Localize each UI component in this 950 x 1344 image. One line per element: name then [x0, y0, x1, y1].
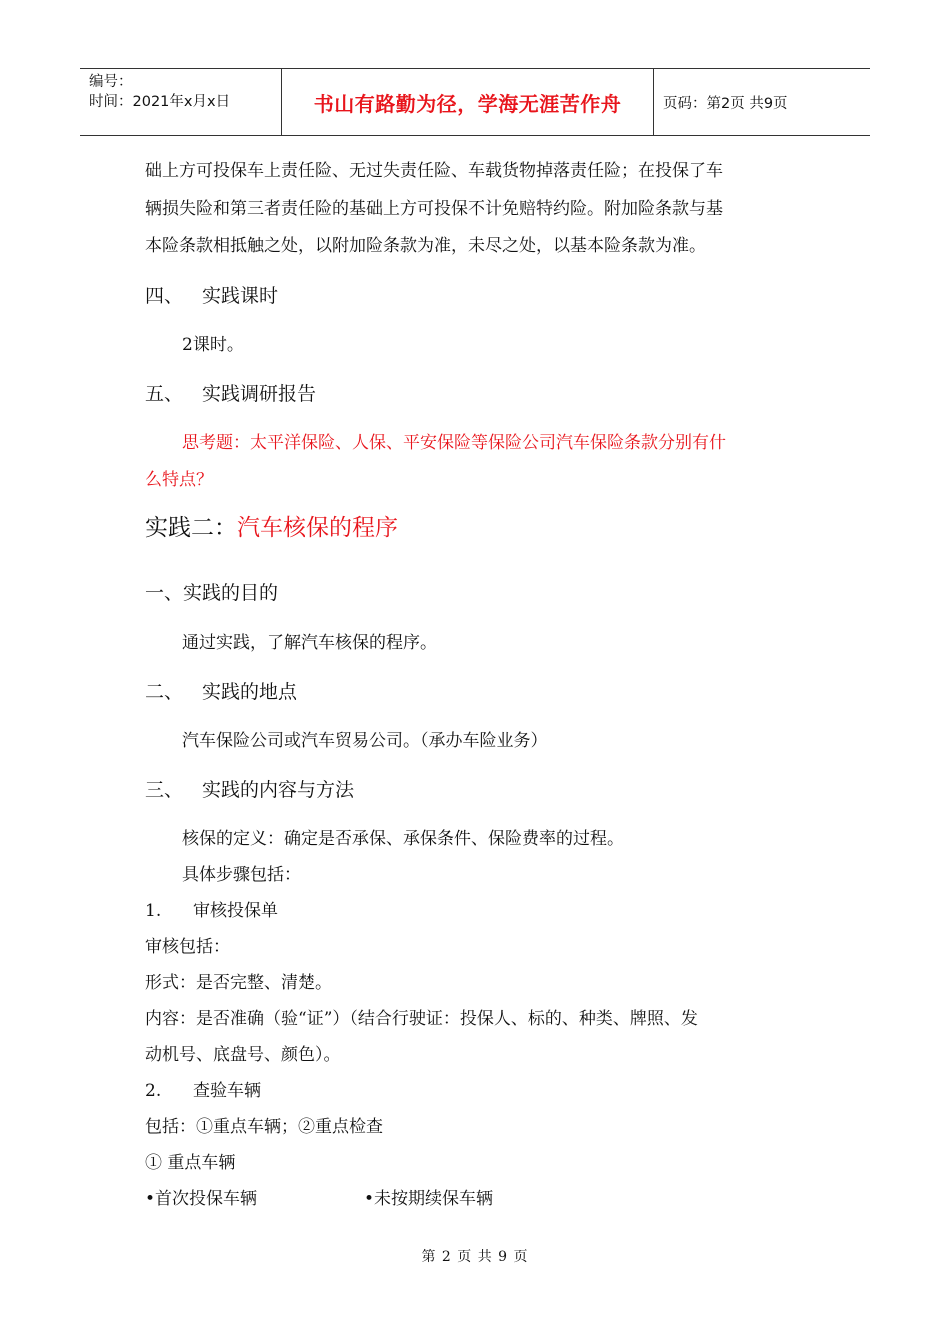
intro-line-2: 辆损失险和第三者责任险的基础上方可投保不计免赔特约险。附加险条款与基	[145, 199, 723, 219]
step-number: 1.	[145, 901, 162, 921]
steps-intro: 具体步骤包括：	[182, 865, 301, 885]
practice-2-title: 汽车核保的程序	[237, 515, 398, 541]
page-header	[80, 68, 870, 136]
p2-section-1-body: 通过实践，了解汽车核保的程序。	[182, 633, 437, 653]
step-1	[145, 900, 278, 922]
section-title: 实践调研报告	[202, 383, 317, 405]
review-content-line-2: 动机号、底盘号、颜色）。	[145, 1045, 341, 1065]
bullet-first-time-vehicles: •首次投保车辆	[145, 1189, 258, 1209]
review-content-line-1: 内容：是否准确（验“证”）（结合行驶证：投保人、标的、种类、牌照、发	[145, 1009, 698, 1029]
step-2	[145, 1080, 261, 1102]
header-motto: 书山有路勤为径，学海无涯苦作舟	[282, 69, 654, 135]
section-number: 四、	[145, 285, 184, 307]
section-number: 五、	[145, 383, 184, 405]
section-number: 三、	[145, 779, 184, 801]
p2-section-heading-2	[145, 680, 297, 704]
section-title: 实践的内容与方法	[202, 779, 355, 801]
bullet-unrenewed-vehicles: •未按期续保车辆	[364, 1189, 494, 1209]
p2-section-heading-1: 一、实践的目的	[145, 582, 279, 604]
review-form: 形式：是否完整、清楚。	[145, 973, 332, 993]
header-page-info: 页码：第2页 共9页	[663, 95, 788, 112]
section-heading-4	[145, 284, 278, 308]
review-includes: 审核包括：	[145, 937, 230, 957]
page-footer: 第 2 页 共 9 页	[421, 1249, 529, 1265]
practice-2-prefix: 实践二：	[145, 515, 237, 541]
definition-line: 核保的定义：确定是否承保、承保条件、保险费率的过程。	[182, 829, 624, 849]
section-heading-5	[145, 382, 316, 406]
p2-section-2-body: 汽车保险公司或汽车贸易公司。（承办车险业务）	[182, 731, 548, 751]
step-title: 查验车辆	[193, 1081, 261, 1101]
date-label: 时间：2021年x月x日	[89, 94, 231, 110]
section-4-body: 2课时。	[182, 335, 244, 355]
section-title: 实践课时	[202, 285, 279, 307]
section-title: 实践的地点	[202, 681, 298, 703]
intro-line-3: 本险条款相抵触之处，以附加险条款为准，未尽之处，以基本险条款为准。	[145, 236, 706, 256]
step-number: 2.	[145, 1081, 162, 1101]
practice-2-heading	[145, 513, 398, 543]
question-line-1: 思考题：太平洋保险、人保、平安保险等保险公司汽车保险条款分别有什	[182, 433, 726, 453]
intro-line-1: 础上方可投保车上责任险、无过失责任险、车载货物掉落责任险；在投保了车	[145, 161, 723, 181]
section-number: 二、	[145, 681, 184, 703]
inspect-includes: 包括：①重点车辆；②重点检查	[145, 1117, 383, 1137]
p2-section-heading-3	[145, 778, 354, 802]
serial-label: 编号：	[89, 74, 133, 90]
key-vehicles-heading: ① 重点车辆	[145, 1153, 236, 1173]
step-title: 审核投保单	[193, 901, 278, 921]
question-line-2: 么特点？	[145, 470, 213, 490]
header-meta	[80, 69, 282, 135]
